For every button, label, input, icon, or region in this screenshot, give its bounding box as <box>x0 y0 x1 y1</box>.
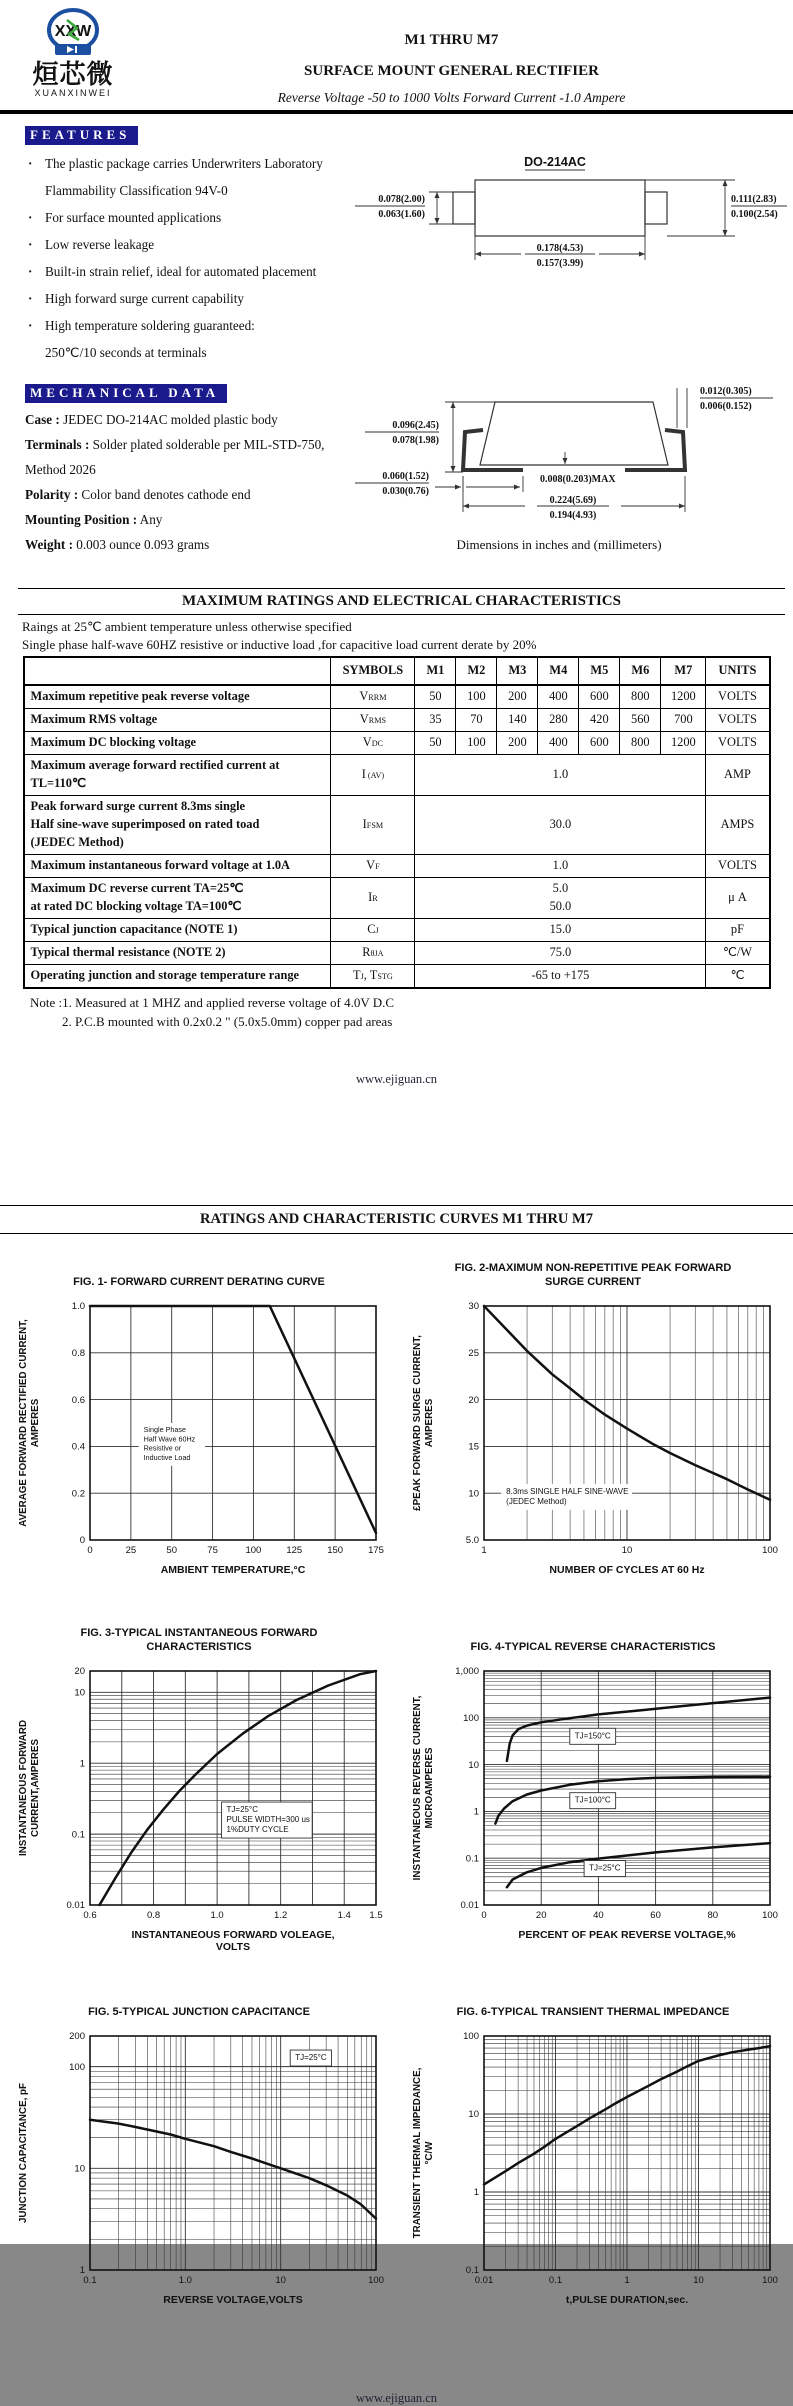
product-subtitle: SURFACE MOUNT GENERAL RECTIFIER <box>304 63 599 79</box>
curve <box>495 1777 770 1824</box>
table-row <box>24 854 770 877</box>
annotation-text: TJ=25°C <box>226 1804 258 1814</box>
annotation-text: TJ=150°C <box>574 1731 611 1741</box>
y-tick-label: 10 <box>468 1488 479 1500</box>
y-tick-label: 0.01 <box>66 1899 85 1911</box>
x-tick-label: 1.5 <box>369 1909 383 1921</box>
symbol-cell: IFSM <box>331 795 415 854</box>
figure-2-title: FIG. 2-MAXIMUM NON-REPETITIVE PEAK FORWARD SURGE CURRENT <box>454 1262 732 1289</box>
annotation-text: TJ=25°C <box>295 2052 327 2062</box>
feature-item: · Low reverse leakage <box>25 237 325 253</box>
x-tick-label: 1.2 <box>274 1909 288 1921</box>
value-cell: 700 <box>661 708 706 731</box>
svg-text:0.008(0.203)MAX: 0.008(0.203)MAX <box>540 474 616 485</box>
x-tick-label: 75 <box>207 1544 218 1556</box>
unit-cell: VOLTS <box>706 685 770 708</box>
x-tick-label: 20 <box>535 1909 547 1921</box>
chart-grid <box>90 1671 376 1905</box>
x-tick-label: 40 <box>593 1909 604 1921</box>
logo-romanized-name: XUANXINWEI <box>34 88 112 99</box>
symbol-cell: I (AV) <box>331 754 415 795</box>
x-axis-label: INSTANTANEOUS FORWARD VOLEAGE, <box>131 1928 335 1941</box>
x-axis-label: REVERSE VOLTAGE,VOLTS <box>163 2293 303 2306</box>
table-row <box>24 731 770 754</box>
unit-cell: pF <box>706 918 770 941</box>
features-heading: FEATURES <box>25 126 138 145</box>
chart-series <box>90 2120 376 2219</box>
y-axis-label: MICROAMPERES <box>424 1747 435 1829</box>
value-cell: 280 <box>538 708 579 731</box>
mechanical-line: Polarity : Color band denotes cathode end <box>25 487 251 502</box>
table-notes <box>30 995 793 1030</box>
y-axis-label: AVERAGE FORWARD RECTIFIED CURRENT, <box>18 1318 29 1527</box>
x-axis-label: PERCENT OF PEAK REVERSE VOLTAGE,% <box>518 1928 736 1941</box>
unit-cell: μ A <box>706 877 770 918</box>
y-axis-label: AMPERES <box>424 1398 435 1447</box>
curve <box>507 1697 770 1760</box>
svg-text:0.012(0.305): 0.012(0.305) <box>700 386 752 397</box>
figure-1-chart <box>10 1292 388 1610</box>
y-tick-label: 0.1 <box>71 1829 85 1841</box>
value-cell: 5.0 50.0 <box>415 877 706 918</box>
column-header: SYMBOLS <box>331 657 415 685</box>
figure-6-chart <box>404 2022 782 2340</box>
header-titles <box>150 10 753 106</box>
y-tick-label: 0.1 <box>465 1853 479 1865</box>
x-tick-label: 1.0 <box>178 2274 192 2286</box>
mechanical-line: Terminals : Solder plated solderable per MIL-STD-750, <box>25 437 325 452</box>
y-tick-label: 5.0 <box>465 1534 479 1546</box>
column-header: M6 <box>620 657 661 685</box>
symbol-cell: RθJA <box>331 941 415 964</box>
parameter-cell: Maximum instantaneous forward voltage at 1.0A <box>24 854 331 877</box>
y-tick-label: 1 <box>473 2186 479 2198</box>
parameter-cell: Maximum repetitive peak reverse voltage <box>24 685 331 708</box>
chart-annotation <box>584 1860 625 1876</box>
chart-annotation <box>570 1792 616 1808</box>
x-tick-label: 0.8 <box>146 1909 161 1921</box>
dimensions-caption: Dimensions in inches and (millimeters) <box>456 537 662 552</box>
figure-4-chart <box>404 1657 782 1975</box>
mechanical-section <box>25 372 325 562</box>
ratings-tagline: Reverse Voltage -50 to 1000 Volts Forward Current -1.0 Ampere <box>277 90 626 105</box>
figure-1 <box>2 1260 396 1615</box>
value-cell: 400 <box>538 731 579 754</box>
figure-5-chart <box>10 2022 388 2340</box>
x-tick-label: 25 <box>125 1544 137 1556</box>
parameter-cell: Typical junction capacitance (NOTE 1) <box>24 918 331 941</box>
condition-line: Single phase half-wave 60HZ resistive or inductive load ,for capacitive load current derate by 20% <box>22 637 537 652</box>
x-tick-label: 150 <box>327 1544 344 1556</box>
column-header <box>24 657 331 685</box>
website-url: www.ejiguan.cn <box>355 2390 438 2405</box>
mechanical-heading: MECHANICAL DATA <box>25 384 227 403</box>
features-row <box>0 114 793 372</box>
plot-border <box>90 1306 376 1540</box>
value-cell: 35 <box>415 708 456 731</box>
parameter-cell: Typical thermal resistance (NOTE 2) <box>24 941 331 964</box>
mechanical-line: Case : JEDEC DO-214AC molded plastic body <box>25 412 278 427</box>
x-tick-label: 100 <box>762 1544 778 1556</box>
parameter-cell: Maximum DC blocking voltage <box>24 731 331 754</box>
chart-ticks <box>463 2031 778 2286</box>
symbol-cell: CJ <box>331 918 415 941</box>
figure-2 <box>396 1260 790 1615</box>
y-axis-label: £PEAK FORWARD SURGE CURRENT, <box>412 1334 423 1511</box>
figure-4 <box>396 1625 790 1980</box>
annotation-text: TJ=100°C <box>574 1795 611 1805</box>
value-cell: 140 <box>497 708 538 731</box>
value-cell: 560 <box>620 708 661 731</box>
svg-text:0.078(2.00): 0.078(2.00) <box>378 194 425 205</box>
svg-text:0.224(5.69): 0.224(5.69) <box>549 495 597 506</box>
unit-cell: VOLTS <box>706 708 770 731</box>
value-cell: 800 <box>620 685 661 708</box>
part-number-title: M1 THRU M7 <box>404 32 499 48</box>
value-cell: 70 <box>456 708 497 731</box>
figure-2-chart <box>404 1292 782 1610</box>
annotation-text: Resistive or <box>143 1443 182 1453</box>
ratings-table-body <box>24 657 770 988</box>
column-header: UNITS <box>706 657 770 685</box>
value-cell: -65 to +175 <box>415 964 706 987</box>
x-axis-label: VOLTS <box>215 1940 251 1953</box>
value-cell: 600 <box>579 685 620 708</box>
value-cell: 600 <box>579 731 620 754</box>
y-tick-label: 20 <box>74 1665 85 1677</box>
value-cell: 1.0 <box>415 754 706 795</box>
chart-grid <box>90 1306 376 1540</box>
table-row <box>24 795 770 854</box>
y-tick-label: 200 <box>69 2030 85 2042</box>
svg-text:0.111(2.83): 0.111(2.83) <box>731 194 777 205</box>
value-cell: 1.0 <box>415 854 706 877</box>
svg-text:0.096(2.45): 0.096(2.45) <box>392 420 439 431</box>
annotation-text: 8.3ms SINGLE HALF SINE-WAVE <box>506 1486 629 1496</box>
chart-series <box>495 1697 770 1887</box>
column-header: M1 <box>415 657 456 685</box>
ratings-heading: MAXIMUM RATINGS AND ELECTRICAL CHARACTERISTICS <box>18 588 785 615</box>
curve <box>90 1306 376 1533</box>
x-tick-label: 50 <box>166 1544 178 1556</box>
figure-6 <box>396 1990 790 2345</box>
x-tick-label: 100 <box>245 1544 262 1556</box>
unit-cell: VOLTS <box>706 731 770 754</box>
x-tick-label: 10 <box>275 2274 286 2286</box>
column-header: M3 <box>497 657 538 685</box>
x-tick-label: 80 <box>707 1909 719 1921</box>
y-axis-label: CURRENT,AMPERES <box>30 1738 41 1837</box>
feature-item: · High forward surge current capability <box>25 291 325 307</box>
x-tick-label: 0 <box>481 1909 487 1921</box>
y-tick-label: 1,000 <box>455 1665 479 1677</box>
curves-heading: RATINGS AND CHARACTERISTIC CURVES M1 THRU M7 <box>0 1205 793 1234</box>
svg-text:DO-214AC: DO-214AC <box>524 155 586 169</box>
y-tick-label: 100 <box>69 2061 85 2073</box>
parameter-cell: Peak forward surge current 8.3ms single Half sine-wave superimposed on rated toad (JEDEC Method) <box>24 795 331 854</box>
feature-item: · The plastic package carries Underwriters Laboratory Flammability Classification 94V-0 <box>25 156 325 199</box>
mechanical-lines <box>25 412 325 553</box>
mechanical-line: Mounting Position : Any <box>25 512 163 527</box>
symbol-cell: VRRM <box>331 685 415 708</box>
value-cell: 75.0 <box>415 941 706 964</box>
parameter-cell: Operating junction and storage temperature range <box>24 964 331 987</box>
value-cell: 200 <box>497 731 538 754</box>
chart-grid <box>484 2036 770 2270</box>
y-tick-label: 25 <box>468 1347 479 1359</box>
y-axis-label: °C/W <box>424 2141 435 2165</box>
column-header: M4 <box>538 657 579 685</box>
y-axis-label: INSTANTANEOUS FORWARD <box>18 1719 29 1856</box>
y-tick-label: 30 <box>468 1300 479 1312</box>
chart-ticks <box>466 1301 778 1556</box>
chart-annotation <box>139 1423 205 1466</box>
x-axis-label: AMBIENT TEMPERATURE,°C <box>160 1563 306 1576</box>
condition-line: Raings at 25℃ ambient temperature unless otherwise specified <box>22 619 352 634</box>
note-line: 2. P.C.B mounted with 0.2x0.2 " (5.0x5.0mm) copper pad areas <box>62 1013 393 1029</box>
svg-text:0.060(1.52): 0.060(1.52) <box>382 471 429 482</box>
value-cell: 1200 <box>661 685 706 708</box>
svg-text:XXW: XXW <box>54 23 92 40</box>
plot-border <box>90 1671 376 1905</box>
package-side-view <box>325 372 793 562</box>
x-tick-label: 175 <box>368 1544 384 1556</box>
table-row <box>24 877 770 918</box>
figures-grid <box>0 1260 793 2345</box>
feature-item: · Built-in strain relief, ideal for automated placement <box>25 264 325 280</box>
y-tick-label: 10 <box>74 2163 85 2175</box>
value-cell: 100 <box>456 685 497 708</box>
table-row <box>24 918 770 941</box>
mechanical-line: Method 2026 <box>25 462 96 477</box>
figure-3-title: FIG. 3-TYPICAL INSTANTANEOUS FORWARD CHARACTERISTICS <box>80 1627 318 1654</box>
annotation-text: TJ=25°C <box>589 1863 621 1873</box>
annotation-text: Inductive Load <box>143 1452 191 1462</box>
column-header: M2 <box>456 657 497 685</box>
chart-annotation <box>501 1484 632 1510</box>
value-cell: 1200 <box>661 731 706 754</box>
symbol-cell: TJ, TSTG <box>331 964 415 987</box>
feature-item: · High temperature soldering guaranteed: 250℃/10 seconds at terminals <box>25 318 325 361</box>
unit-cell: VOLTS <box>706 854 770 877</box>
figure-3-chart <box>10 1657 388 1975</box>
chart-ticks <box>72 1301 384 1556</box>
svg-text:0.063(1.60): 0.063(1.60) <box>378 209 425 220</box>
y-tick-label: 0.6 <box>71 1394 85 1406</box>
annotation-text: Half Wave 60Hz <box>143 1434 196 1444</box>
table-row <box>24 754 770 795</box>
y-tick-label: 0.2 <box>71 1488 85 1500</box>
y-tick-label: 1 <box>473 1806 479 1818</box>
y-tick-label: 0.4 <box>71 1441 85 1453</box>
unit-cell: AMP <box>706 754 770 795</box>
company-logo <box>28 8 118 98</box>
y-tick-label: 10 <box>468 1759 479 1771</box>
x-tick-label: 0.1 <box>83 2274 97 2286</box>
mechanical-line: Weight : 0.003 ounce 0.093 grams <box>25 537 210 552</box>
curve <box>507 1843 770 1887</box>
value-cell: 30.0 <box>415 795 706 854</box>
y-tick-label: 0 <box>79 1534 85 1546</box>
y-tick-label: 100 <box>463 2030 479 2042</box>
y-tick-label: 1.0 <box>71 1300 85 1312</box>
y-tick-label: 10 <box>74 1687 85 1699</box>
annotation-text: PULSE WIDTH=300 us <box>226 1814 310 1824</box>
y-tick-label: 20 <box>468 1394 479 1406</box>
x-axis-label: NUMBER OF CYCLES AT 60 Hz <box>549 1563 705 1576</box>
package-top-view <box>325 114 793 372</box>
parameter-cell: Maximum DC reverse current TA=25℃ at rated DC blocking voltage TA=100℃ <box>24 877 331 918</box>
column-header: M7 <box>661 657 706 685</box>
feature-item-line: Flammability Classification 94V-0 <box>45 183 228 198</box>
figure-5-title: FIG. 5-TYPICAL JUNCTION CAPACITANCE <box>88 2006 310 2019</box>
value-cell: 15.0 <box>415 918 706 941</box>
svg-text:0.157(3.99): 0.157(3.99) <box>536 258 584 269</box>
symbol-cell: IR <box>331 877 415 918</box>
table-header-row <box>24 657 770 685</box>
chart-annotation <box>222 1802 313 1838</box>
unit-cell: AMPS <box>706 795 770 854</box>
value-cell: 400 <box>538 685 579 708</box>
unit-cell: ℃/W <box>706 941 770 964</box>
ratings-conditions <box>22 619 785 653</box>
figure-1-title: FIG. 1- FORWARD CURRENT DERATING CURVE <box>73 1276 325 1289</box>
svg-text:0.078(1.98): 0.078(1.98) <box>392 435 439 446</box>
figure-5 <box>2 1990 396 2345</box>
svg-text:0.006(0.152): 0.006(0.152) <box>700 401 752 412</box>
y-tick-label: 0.01 <box>460 1899 479 1911</box>
x-tick-label: 100 <box>368 2274 384 2286</box>
y-axis-label: JUNCTION CAPACITANCE, pF <box>18 2082 29 2223</box>
symbol-cell: VRMS <box>331 708 415 731</box>
x-tick-label: 100 <box>762 2274 778 2286</box>
table-row <box>24 708 770 731</box>
figure-6-title: FIG. 6-TYPICAL TRANSIENT THERMAL IMPEDANCE <box>456 2006 730 2019</box>
column-header: M5 <box>579 657 620 685</box>
y-tick-label: 15 <box>468 1441 479 1453</box>
package-outline-side-diagram <box>325 380 788 530</box>
y-tick-label: 100 <box>463 1712 479 1724</box>
y-tick-label: 1 <box>79 1758 85 1770</box>
website-url: www.ejiguan.cn <box>355 1071 438 1086</box>
value-cell: 100 <box>456 731 497 754</box>
x-tick-label: 0 <box>87 1544 93 1556</box>
y-tick-label: 10 <box>468 2108 479 2120</box>
note-line: Note :1. Measured at 1 MHZ and applied reverse voltage of 4.0V D.C <box>30 994 395 1010</box>
symbol-cell: VDC <box>331 731 415 754</box>
value-cell: 800 <box>620 731 661 754</box>
chart-grid <box>484 1671 770 1905</box>
annotation-text: (JEDEC Method) <box>506 1496 567 1506</box>
figure-4-title: FIG. 4-TYPICAL REVERSE CHARACTERISTICS <box>470 1641 716 1654</box>
y-axis-label: INSTANTANEOUS REVERSE CURRENT, <box>412 1695 423 1881</box>
x-tick-label: 10 <box>693 2274 704 2286</box>
header <box>0 0 793 114</box>
x-tick-label: 0.01 <box>474 2274 494 2286</box>
curve <box>90 2120 376 2219</box>
value-cell: 420 <box>579 708 620 731</box>
svg-text:0.100(2.54): 0.100(2.54) <box>731 209 778 220</box>
svg-text:0.030(0.76): 0.030(0.76) <box>382 486 429 497</box>
features-list <box>25 156 325 361</box>
feature-item-line: 250℃/10 seconds at terminals <box>45 345 207 360</box>
x-tick-label: 10 <box>621 1544 633 1556</box>
x-tick-label: 1.0 <box>210 1909 224 1921</box>
parameter-cell: Maximum RMS voltage <box>24 708 331 731</box>
logo-mark-icon <box>37 8 109 56</box>
x-axis-label: t,PULSE DURATION,sec. <box>565 2293 689 2306</box>
logo-chinese-name: 烜芯微 <box>32 60 114 89</box>
ratings-table <box>23 656 771 989</box>
mechanical-row <box>0 372 793 562</box>
x-tick-label: 1 <box>624 2274 630 2286</box>
value-cell: 200 <box>497 685 538 708</box>
feature-item: · For surface mounted applications <box>25 210 325 226</box>
y-axis-label: TRANSIENT THERMAL IMPEDANCE, <box>412 2067 423 2239</box>
annotation-text: Single Phase <box>143 1424 186 1434</box>
table-row <box>24 941 770 964</box>
x-tick-label: 1.4 <box>337 1909 351 1921</box>
x-tick-label: 100 <box>762 1909 778 1921</box>
x-tick-label: 125 <box>286 1544 303 1556</box>
y-axis-label: AMPERES <box>30 1398 41 1447</box>
value-cell: 50 <box>415 731 456 754</box>
y-tick-label: 1 <box>79 2264 85 2276</box>
table-row <box>24 685 770 708</box>
package-outline-top-diagram <box>325 114 788 284</box>
chart-ticks <box>69 2031 384 2286</box>
y-tick-label: 0.1 <box>465 2264 479 2276</box>
svg-text:0.178(4.53): 0.178(4.53) <box>536 243 584 254</box>
value-cell: 50 <box>415 685 456 708</box>
plot-border <box>484 1671 770 1905</box>
ratings-section <box>0 588 793 1030</box>
x-tick-label: 0.1 <box>548 2274 563 2286</box>
x-tick-label: 60 <box>650 1909 661 1921</box>
chart-annotation <box>290 2050 331 2066</box>
chart-series <box>90 1306 376 1533</box>
y-tick-label: 0.8 <box>71 1347 85 1359</box>
chart-axis-labels <box>18 2083 303 2306</box>
parameter-cell: Maximum average forward rectified current at TL=110℃ <box>24 754 331 795</box>
chart-series <box>100 1671 377 1905</box>
symbol-cell: VF <box>331 854 415 877</box>
svg-text:0.194(4.93): 0.194(4.93) <box>549 510 597 521</box>
table-row <box>24 964 770 987</box>
x-tick-label: 0.6 <box>83 1909 97 1921</box>
chart-annotation <box>570 1728 616 1744</box>
figure-3 <box>2 1625 396 1980</box>
x-tick-label: 1 <box>481 1544 487 1556</box>
unit-cell: ℃ <box>706 964 770 987</box>
features-section <box>25 114 325 372</box>
curve <box>100 1671 377 1905</box>
annotation-text: 1%DUTY CYCLE <box>226 1824 289 1834</box>
